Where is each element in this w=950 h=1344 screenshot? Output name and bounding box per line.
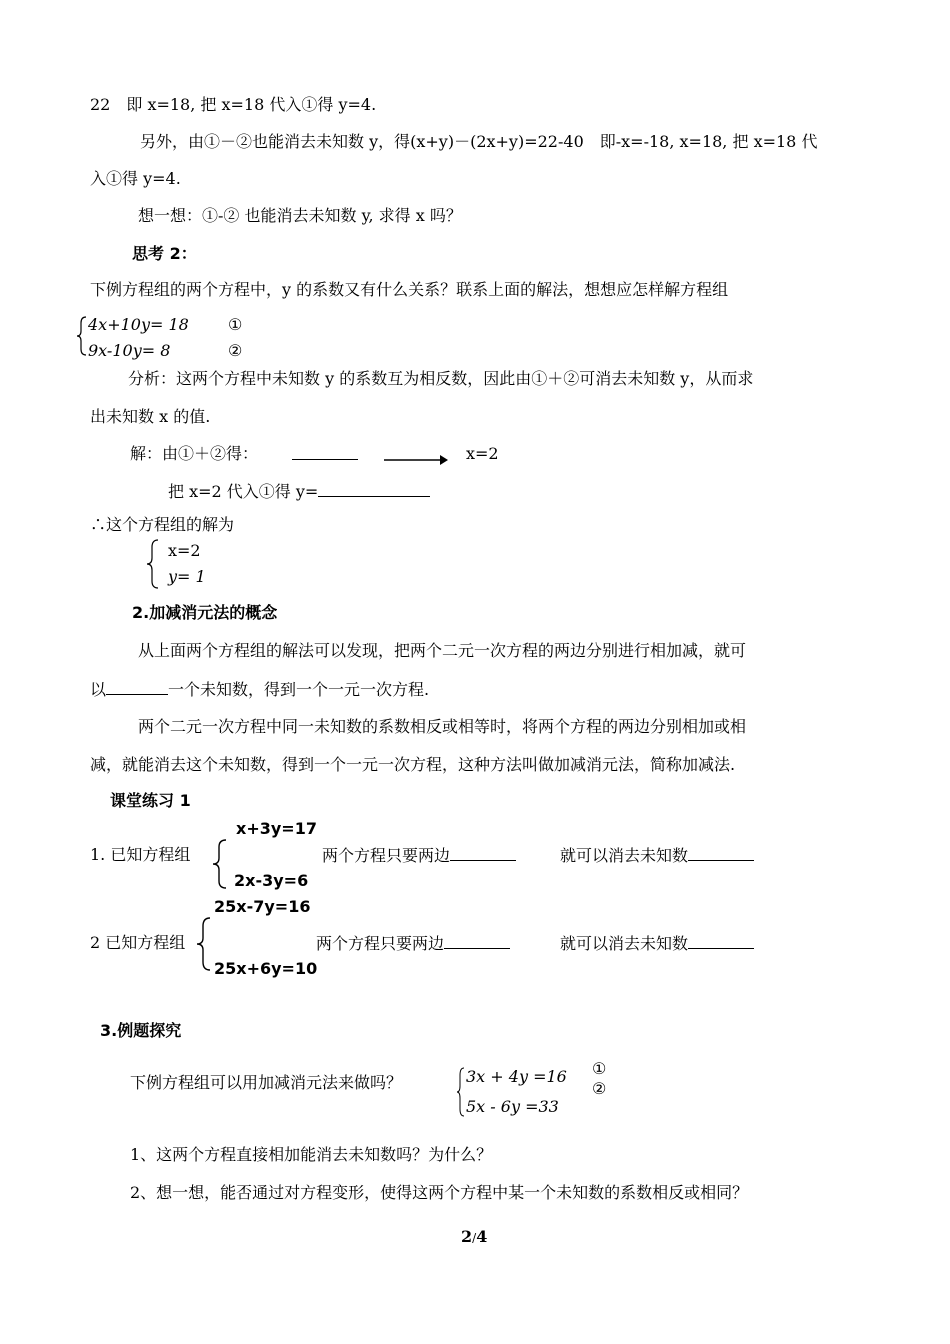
- question-1: 1、这两个方程直接相加能消去未知数吗？为什么？: [130, 1145, 493, 1164]
- sys3-eq2: 5x - 6y =33: [466, 1097, 559, 1116]
- brace-icon: [76, 315, 88, 357]
- brace-icon: [212, 838, 228, 890]
- page-total: 4: [476, 1227, 488, 1246]
- blank: [450, 844, 516, 861]
- solution-substitute: [168, 480, 430, 503]
- ex2-eq2: 25x+6y=10: [214, 959, 318, 978]
- solution-result: x=2: [466, 444, 499, 463]
- ex1-blank-1: [322, 844, 516, 867]
- brace-icon: [196, 916, 212, 972]
- think-line: 想一想：①-② 也能消去未知数 y, 求得 x 吗？: [138, 206, 462, 225]
- ex1-blank-1-text: 两个方程只要两边: [322, 846, 451, 865]
- think2-question: 下例方程组的两个方程中，y 的系数又有什么关系？联系上面的解法，想想应怎样解方程组: [90, 280, 729, 299]
- arrow-right-icon: [382, 452, 448, 466]
- ex1-blank-2-text: 就可以消去未知数: [560, 846, 689, 865]
- solution-label: 解：由①＋②得：: [130, 444, 259, 463]
- page-current: 2: [461, 1227, 473, 1246]
- analysis-line-2: 出未知数 x 的值.: [90, 407, 211, 426]
- solution-substitute-text: 把 x=2 代入①得 y=: [168, 482, 319, 501]
- analysis-line-1: 分析：这两个方程中未知数 y 的系数互为相反数，因此由①＋②可消去未知数 y，从而求: [128, 369, 754, 388]
- section-2-para-1b: [90, 678, 429, 701]
- blank: [106, 678, 168, 695]
- y-blank: [318, 480, 430, 497]
- section-2-para-2b: 减，就能消去这个未知数，得到一个一元一次方程，这种方法叫做加减消元法，简称加减法.: [90, 755, 736, 774]
- ex1-blank-2: [560, 844, 754, 867]
- sys3-mark2: ②: [592, 1079, 607, 1098]
- section-3-title: 3.例题探究: [100, 1021, 182, 1040]
- text-line-3: 入①得 y=4.: [90, 169, 181, 188]
- question-2: 2、想一想，能否通过对方程变形，使得这两个方程中某一个未知数的系数相反或相同？: [130, 1183, 749, 1202]
- text-line-2: 另外，由①－②也能消去未知数 y，得(x+y)－(2x+y)=22-40 即-x=-18, x=18, 把 x=18 代: [140, 132, 818, 151]
- ex1-eq2: 2x-3y=6: [234, 871, 309, 890]
- brace-icon: [146, 538, 160, 590]
- solution-blank: [292, 443, 358, 466]
- sys1-eq2: 9x-10y= 8: [88, 341, 171, 360]
- section-2-para-1b-pre: 以: [90, 680, 107, 699]
- ex2-blank-2-text: 就可以消去未知数: [560, 934, 689, 953]
- ex2-blank-1: [316, 932, 510, 955]
- practice-title: 课堂练习 1: [110, 791, 191, 810]
- blank: [688, 932, 754, 949]
- ex2-label: 2 已知方程组: [90, 933, 186, 952]
- page-number: [461, 1226, 487, 1249]
- answer-y: y= 1: [168, 567, 206, 586]
- ex2-blank-1-text: 两个方程只要两边: [316, 934, 445, 953]
- sys1-mark1: ①: [228, 315, 243, 334]
- sys1-mark2: ②: [228, 341, 243, 360]
- text-line-1: 22 即 x=18, 把 x=18 代入①得 y=4.: [90, 95, 377, 114]
- section-3-question: 下例方程组可以用加减消元法来做吗？: [130, 1073, 403, 1092]
- ex1-eq1: x+3y=17: [236, 819, 317, 838]
- sys1-eq1: 4x+10y= 18: [88, 315, 189, 334]
- think2-title: 思考 2：: [132, 244, 197, 263]
- ex1-label: 1. 已知方程组: [90, 845, 191, 864]
- section-2-title: 2.加减消元法的概念: [132, 603, 278, 622]
- section-2-para-1a: 从上面两个方程组的解法可以发现，把两个二元一次方程的两边分别进行相加减，就可: [138, 641, 747, 660]
- page-separator: /: [472, 1231, 477, 1245]
- sys3-mark1: ①: [592, 1059, 607, 1078]
- section-2-para-1b-post: 一个未知数，得到一个一元一次方程.: [168, 680, 430, 699]
- sys3-eq1: 3x + 4y =16: [466, 1067, 567, 1086]
- therefore-line: ∴这个方程组的解为: [90, 515, 235, 534]
- brace-icon: [456, 1066, 466, 1118]
- ex2-blank-2: [560, 932, 754, 955]
- answer-x: x=2: [168, 541, 201, 560]
- blank: [444, 932, 510, 949]
- ex2-eq1: 25x-7y=16: [214, 897, 311, 916]
- section-2-para-2a: 两个二元一次方程中同一未知数的系数相反或相等时，将两个方程的两边分别相加或相: [138, 717, 747, 736]
- blank: [688, 844, 754, 861]
